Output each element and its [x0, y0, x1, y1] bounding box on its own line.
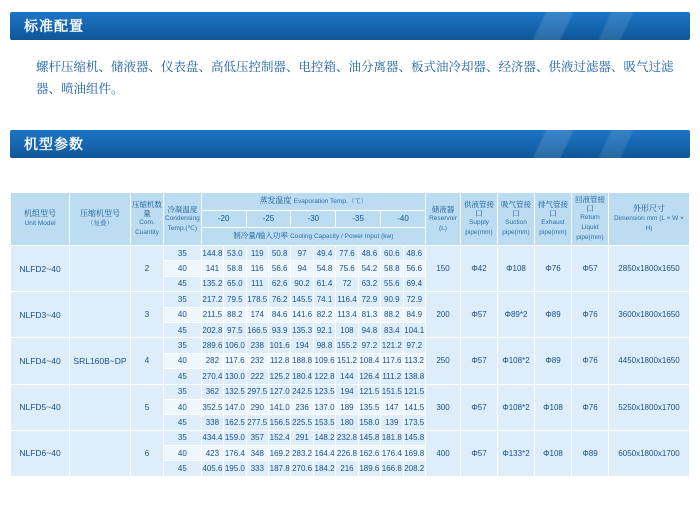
cell-return-pipe: Φ76: [572, 338, 609, 384]
cell-value: 97: [291, 246, 313, 261]
cell-value: 187.8: [268, 461, 290, 476]
cell-value: 169.8: [403, 446, 426, 461]
cell-value: 423: [201, 446, 223, 461]
cell-dimension: 3600x1800x1650: [609, 292, 690, 338]
cell-suction-pipe: Φ133*2: [498, 430, 535, 476]
table-body: [11, 246, 690, 477]
cell-value: 238: [246, 338, 268, 353]
cell-comp-model: [70, 430, 131, 476]
cell-value: 405.6: [201, 461, 223, 476]
cell-return-pipe: Φ76: [572, 292, 609, 338]
cell-value: 162.6: [358, 446, 380, 461]
cell-value: 242.5: [291, 384, 313, 399]
cell-value: 48.6: [403, 246, 426, 261]
cell-value: 338: [201, 415, 223, 430]
cell-value: 117.6: [381, 353, 403, 368]
cell-value: 90.2: [291, 276, 313, 291]
cell-value: 348: [246, 446, 268, 461]
cell-value: 127.0: [268, 384, 290, 399]
cell-unit-model: NLFD6~40: [11, 430, 70, 476]
section-header-model-params: [10, 130, 690, 158]
cell-value: 290: [246, 399, 268, 414]
cell-value: 277.5: [246, 415, 268, 430]
cell-value: 121.2: [381, 338, 403, 353]
cell-value: 148.2: [313, 430, 335, 445]
cell-supply-pipe: Φ57: [461, 292, 498, 338]
cell-value: 72.9: [403, 292, 426, 307]
header-stripe-decoration: [430, 130, 690, 158]
cell-value: 138.8: [403, 369, 426, 384]
cell-value: 135.2: [201, 276, 223, 291]
cell-condensing-temp: 40: [164, 446, 202, 461]
cell-value: 108: [336, 322, 358, 337]
cell-value: 297.5: [246, 384, 268, 399]
cell-value: 195.0: [224, 461, 246, 476]
cell-value: 116.4: [336, 292, 358, 307]
cell-value: 158.0: [358, 415, 380, 430]
cell-value: 141.6: [291, 307, 313, 322]
cell-value: 109.6: [313, 353, 335, 368]
cell-value: 434.4: [201, 430, 223, 445]
cell-value: 169.2: [268, 446, 290, 461]
cell-value: 232.8: [336, 430, 358, 445]
th-reservoir: 储液器 Reservoir (L): [426, 193, 461, 246]
th-com-quantity: 压缩机数量 Com. Cuantity: [131, 193, 164, 246]
cell-value: 88.2: [381, 307, 403, 322]
cell-exhaust-pipe: Φ76: [535, 246, 572, 292]
cell-value: 101.6: [268, 338, 290, 353]
cell-value: 156.5: [268, 415, 290, 430]
cell-value: 141.0: [268, 399, 290, 414]
cell-value: 50.8: [268, 246, 290, 261]
cell-value: 76.2: [268, 292, 290, 307]
cell-suction-pipe: Φ108*2: [498, 338, 535, 384]
cell-return-pipe: Φ57: [572, 246, 609, 292]
header-stripe-decoration: [430, 12, 690, 40]
cell-value: 82.2: [313, 307, 335, 322]
cell-value: 178.5: [246, 292, 268, 307]
cell-value: 97.2: [403, 338, 426, 353]
cell-value: 63.2: [358, 276, 380, 291]
cell-value: 139: [381, 415, 403, 430]
cell-condensing-temp: 45: [164, 369, 202, 384]
cell-value: 48.6: [358, 246, 380, 261]
cell-value: 126.4: [358, 369, 380, 384]
th-evap-temp-1: -25: [246, 211, 291, 228]
cell-reservoir: 400: [426, 430, 461, 476]
cell-exhaust-pipe: Φ89: [535, 338, 572, 384]
cell-value: 226.8: [336, 446, 358, 461]
cell-value: 145.5: [291, 292, 313, 307]
cell-condensing-temp: 35: [164, 384, 202, 399]
cell-value: 55.6: [381, 276, 403, 291]
cell-value: 121.5: [403, 384, 426, 399]
cell-value: 141: [201, 261, 223, 276]
cell-value: 108.4: [358, 353, 380, 368]
table-row: [11, 384, 690, 399]
cell-value: 113.4: [336, 307, 358, 322]
cell-suction-pipe: Φ108*2: [498, 384, 535, 430]
th-evap-temp-4: -40: [381, 211, 426, 228]
cell-condensing-temp: 45: [164, 415, 202, 430]
cell-value: 166.5: [246, 322, 268, 337]
cell-value: 97.5: [224, 322, 246, 337]
cell-value: 194: [336, 384, 358, 399]
cell-supply-pipe: Φ57: [461, 338, 498, 384]
cell-value: 283.2: [291, 446, 313, 461]
cell-value: 194: [291, 338, 313, 353]
section-title: 机型参数: [24, 136, 84, 152]
cell-value: 222: [246, 369, 268, 384]
cell-value: 130.0: [224, 369, 246, 384]
th-unit-model: 机组型号 Unit Model: [11, 193, 70, 246]
th-exhaust-pipe: 排气管接口 Exhaust pipe(mm): [535, 193, 572, 246]
cell-value: 291: [291, 430, 313, 445]
cell-condensing-temp: 40: [164, 261, 202, 276]
cell-value: 176.4: [224, 446, 246, 461]
cell-value: 333: [246, 461, 268, 476]
cell-value: 58.8: [224, 261, 246, 276]
cell-com-quantity: 4: [131, 338, 164, 384]
cell-value: 84.9: [403, 307, 426, 322]
cell-supply-pipe: Φ57: [461, 430, 498, 476]
cell-value: 141.5: [403, 399, 426, 414]
cell-condensing-temp: 45: [164, 461, 202, 476]
cell-dimension: 6050x1800x1700: [609, 430, 690, 476]
cell-value: 189.6: [358, 461, 380, 476]
cell-value: 225.5: [291, 415, 313, 430]
cell-value: 174: [246, 307, 268, 322]
cell-unit-model: NLFD2~40: [11, 246, 70, 292]
cell-value: 83.4: [381, 322, 403, 337]
cell-dimension: 4450x1800x1650: [609, 338, 690, 384]
th-capacity-power: 制冷量/输入功率 Cooling Capacity / Power Input (kw): [201, 227, 425, 245]
table-header-row-1: [11, 193, 690, 211]
cell-value: 56.6: [403, 261, 426, 276]
cell-reservoir: 150: [426, 246, 461, 292]
cell-unit-model: NLFD3~40: [11, 292, 70, 338]
cell-value: 106.0: [224, 338, 246, 353]
cell-supply-pipe: Φ57: [461, 384, 498, 430]
cell-value: 79.5: [224, 292, 246, 307]
cell-value: 94: [291, 261, 313, 276]
cell-value: 60.6: [381, 246, 403, 261]
cell-suction-pipe: Φ89*2: [498, 292, 535, 338]
cell-value: 137.0: [313, 399, 335, 414]
cell-value: 151.2: [336, 353, 358, 368]
cell-comp-model: [70, 384, 131, 430]
cell-value: 352.5: [201, 399, 223, 414]
cell-dimension: 5250x1800x1700: [609, 384, 690, 430]
cell-value: 189: [336, 399, 358, 414]
cell-value: 81.3: [358, 307, 380, 322]
cell-value: 202.8: [201, 322, 223, 337]
th-evap-temp-3: -35: [336, 211, 381, 228]
cell-exhaust-pipe: Φ89: [535, 292, 572, 338]
cell-value: 53.0: [224, 246, 246, 261]
cell-value: 145.8: [403, 430, 426, 445]
cell-condensing-temp: 40: [164, 353, 202, 368]
cell-condensing-temp: 40: [164, 399, 202, 414]
cell-value: 111.2: [381, 369, 403, 384]
table-row: [11, 430, 690, 445]
cell-value: 75.6: [336, 261, 358, 276]
table-row: [11, 246, 690, 261]
cell-value: 236: [291, 399, 313, 414]
cell-value: 135.3: [291, 322, 313, 337]
cell-value: 56.6: [268, 261, 290, 276]
cell-condensing-temp: 35: [164, 246, 202, 261]
cell-com-quantity: 3: [131, 292, 164, 338]
th-evaporation-temp-group: 蒸发温度 Evaporation Temp.（℃）: [201, 193, 425, 211]
cell-value: 119: [246, 246, 268, 261]
cell-com-quantity: 5: [131, 384, 164, 430]
cell-value: 113.2: [403, 353, 426, 368]
cell-value: 176.4: [381, 446, 403, 461]
cell-comp-model: [70, 246, 131, 292]
cell-value: 144.8: [201, 246, 223, 261]
cell-com-quantity: 6: [131, 430, 164, 476]
cell-value: 180: [336, 415, 358, 430]
cell-return-pipe: Φ76: [572, 384, 609, 430]
cell-value: 208.2: [403, 461, 426, 476]
cell-reservoir: 300: [426, 384, 461, 430]
cell-comp-model: SRL160B~DP: [70, 338, 131, 384]
cell-value: 69.4: [403, 276, 426, 291]
section-title: 标准配置: [24, 18, 84, 34]
cell-dimension: 2850x1800x1650: [609, 246, 690, 292]
cell-value: 77.6: [336, 246, 358, 261]
cell-suction-pipe: Φ108: [498, 246, 535, 292]
cell-value: 153.5: [313, 415, 335, 430]
cell-value: 289.6: [201, 338, 223, 353]
cell-value: 181.8: [381, 430, 403, 445]
cell-condensing-temp: 45: [164, 322, 202, 337]
cell-comp-model: [70, 292, 131, 338]
cell-value: 88.2: [224, 307, 246, 322]
cell-value: 211.5: [201, 307, 223, 322]
table-head: [11, 193, 690, 246]
cell-unit-model: NLFD5~40: [11, 384, 70, 430]
th-suction-pipe: 吸气管接口 Suction pipe(mm): [498, 193, 535, 246]
cell-condensing-temp: 35: [164, 430, 202, 445]
cell-value: 144: [336, 369, 358, 384]
cell-com-quantity: 2: [131, 246, 164, 292]
cell-value: 62.6: [268, 276, 290, 291]
cell-value: 123.5: [313, 384, 335, 399]
cell-value: 132.5: [224, 384, 246, 399]
cell-reservoir: 250: [426, 338, 461, 384]
model-parameters-table: [10, 192, 690, 477]
cell-value: 58.8: [381, 261, 403, 276]
cell-value: 147: [381, 399, 403, 414]
cell-exhaust-pipe: Φ108: [535, 384, 572, 430]
cell-value: 362: [201, 384, 223, 399]
cell-return-pipe: Φ89: [572, 430, 609, 476]
cell-value: 135.5: [358, 399, 380, 414]
cell-value: 152.4: [268, 430, 290, 445]
cell-value: 282: [201, 353, 223, 368]
th-comp-model: 压缩机型号 （复叠）: [70, 193, 131, 246]
cell-value: 180.4: [291, 369, 313, 384]
th-evap-temp-2: -30: [291, 211, 336, 228]
cell-value: 111: [246, 276, 268, 291]
section-header-standard-config: [10, 12, 690, 40]
cell-value: 121.5: [358, 384, 380, 399]
cell-value: 147.0: [224, 399, 246, 414]
cell-value: 116: [246, 261, 268, 276]
th-return-pipe: 回液管接口 Return Liquid pipe(mm): [572, 193, 609, 246]
th-condensing-temp: 冷凝温度 Condensing Temp.(℃): [164, 193, 202, 246]
cell-value: 93.9: [268, 322, 290, 337]
cell-value: 162.5: [224, 415, 246, 430]
cell-condensing-temp: 45: [164, 276, 202, 291]
cell-value: 54.8: [313, 261, 335, 276]
cell-value: 65.0: [224, 276, 246, 291]
cell-reservoir: 200: [426, 292, 461, 338]
cell-value: 188.8: [291, 353, 313, 368]
cell-condensing-temp: 35: [164, 338, 202, 353]
cell-value: 97.2: [358, 338, 380, 353]
cell-value: 74.1: [313, 292, 335, 307]
table-row: [11, 338, 690, 353]
cell-value: 90.9: [381, 292, 403, 307]
cell-value: 125.2: [268, 369, 290, 384]
cell-value: 173.5: [403, 415, 426, 430]
th-evap-temp-0: -20: [201, 211, 246, 228]
cell-supply-pipe: Φ42: [461, 246, 498, 292]
cell-value: 104.1: [403, 322, 426, 337]
th-dimension: 外形尺寸 Dimension mm (L × W × H): [609, 193, 690, 246]
cell-value: 159.0: [224, 430, 246, 445]
cell-unit-model: NLFD4~40: [11, 338, 70, 384]
cell-value: 216: [336, 461, 358, 476]
cell-value: 166.8: [381, 461, 403, 476]
cell-value: 122.8: [313, 369, 335, 384]
cell-value: 164.4: [313, 446, 335, 461]
cell-value: 61.4: [313, 276, 335, 291]
cell-value: 117.6: [224, 353, 246, 368]
cell-value: 72: [336, 276, 358, 291]
cell-exhaust-pipe: Φ108: [535, 430, 572, 476]
th-supply-pipe: 供液管接口 Supply pipe(mm): [461, 193, 498, 246]
cell-value: 94.8: [358, 322, 380, 337]
cell-condensing-temp: 35: [164, 292, 202, 307]
cell-value: 151.5: [381, 384, 403, 399]
cell-value: 84.6: [268, 307, 290, 322]
cell-value: 49.4: [313, 246, 335, 261]
cell-value: 98.8: [313, 338, 335, 353]
cell-value: 72.9: [358, 292, 380, 307]
cell-condensing-temp: 40: [164, 307, 202, 322]
cell-value: 92.1: [313, 322, 335, 337]
cell-value: 155.2: [336, 338, 358, 353]
cell-value: 145.8: [358, 430, 380, 445]
standard-config-paragraph: 螺杆压缩机、储液器、仪表盘、高低压控制器、电控箱、油分离器、板式油冷却器、经济器、供液过滤器、吸气过滤器、喷油组件。: [36, 60, 674, 96]
cell-value: 232: [246, 353, 268, 368]
cell-value: 217.2: [201, 292, 223, 307]
table-row: [11, 292, 690, 307]
cell-value: 54.2: [358, 261, 380, 276]
cell-value: 270.4: [201, 369, 223, 384]
cell-value: 112.8: [268, 353, 290, 368]
cell-value: 184.2: [313, 461, 335, 476]
cell-value: 270.6: [291, 461, 313, 476]
cell-value: 357: [246, 430, 268, 445]
